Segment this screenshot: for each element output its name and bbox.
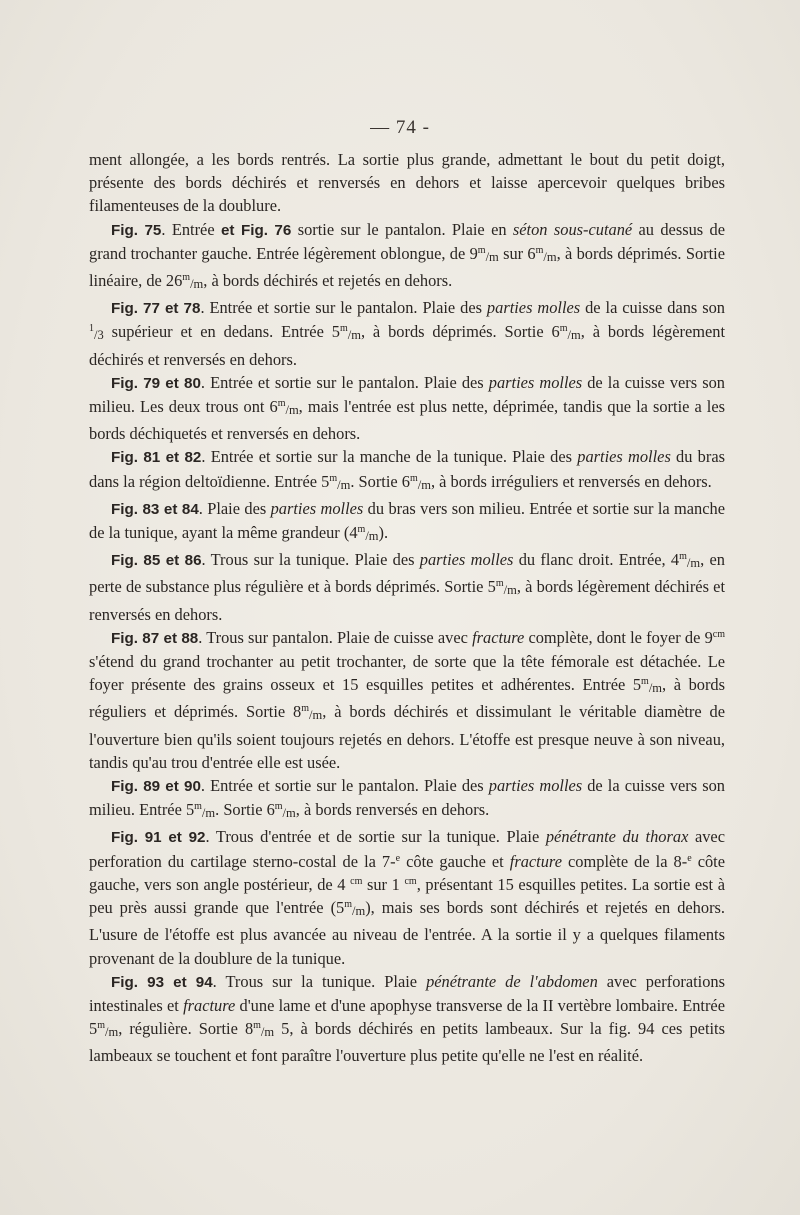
- paragraph: [89, 218, 725, 297]
- italic-term: parties molles: [488, 776, 583, 796]
- superscript: cm: [350, 875, 363, 887]
- italic-term: parties molles: [270, 498, 364, 518]
- unit-fraction: /m: [686, 556, 701, 571]
- text-span: . Trous sur la tunique. Plaie: [212, 971, 427, 991]
- text-span: , en perte de substance plus régulière et à bords déprimés. Sortie 5: [89, 550, 725, 597]
- text-span: du flanc droit. Entrée, 4: [513, 550, 680, 570]
- text-span: . Entrée: [161, 219, 221, 239]
- text-span: , mais l'entrée est plus nette, déprimée, tandis que la sortie a les bords déchiquetés et renversés en dehors.: [89, 397, 725, 444]
- italic-term: fracture: [472, 627, 525, 647]
- superscript: m: [344, 899, 353, 911]
- italic-term: parties molles: [486, 298, 581, 318]
- text-span: . Plaie des: [198, 498, 271, 518]
- unit-fraction: /m: [365, 529, 379, 544]
- text-span: ).: [378, 523, 389, 543]
- unit-fraction: /m: [309, 708, 323, 723]
- text-span: de la cuisse vers son milieu. Les deux trous ont 6: [89, 372, 725, 417]
- paragraph: [89, 774, 725, 825]
- text-span: du bras dans la région deltoïdienne. Entrée 5: [89, 447, 725, 491]
- superscript: m: [357, 524, 366, 536]
- text-span: , présentant 15 esquilles petites. La sortie est à peu près aussi grande que l'entrée (5: [89, 874, 725, 918]
- superscript: m: [182, 272, 191, 284]
- unit-fraction: /3: [94, 328, 104, 343]
- text-span: d'une lame et d'une apophyse transverse de la II vertèbre lombaire. Entrée 5: [89, 995, 725, 1039]
- italic-term: pénétrante du thorax: [545, 827, 689, 847]
- unit-fraction: /m: [347, 328, 361, 343]
- unit-fraction: /m: [201, 806, 216, 821]
- paragraph: [89, 445, 725, 496]
- text-span: , à bords légèrement déchirés et renversés en dehors.: [89, 577, 725, 624]
- figure-reference: Fig. 93 et 94: [111, 973, 213, 991]
- text-span: , à bords réguliers et déprimés. Sortie 8: [89, 675, 725, 722]
- text-span: de la cuisse vers son milieu. Entrée 5: [89, 776, 725, 820]
- figure-reference: Fig. 87 et 88: [111, 629, 199, 647]
- paragraph: [89, 626, 725, 774]
- text-span: , à bords irréguliers et renversés en dehors.: [430, 471, 712, 491]
- superscript: m: [277, 398, 286, 410]
- text-span: avec perforation du cartilage sterno-costal de la 7-: [89, 827, 725, 871]
- superscript: m: [97, 1020, 105, 1032]
- italic-term: fracture: [183, 995, 236, 1015]
- text-span: , à bords légèrement déchirés et renversés en dehors.: [89, 322, 725, 369]
- figure-reference: Fig. 83 et 84: [111, 500, 199, 518]
- body-text: [89, 148, 725, 1068]
- unit-fraction: /m: [485, 249, 499, 264]
- paragraph: [89, 296, 725, 371]
- text-span: . Trous sur pantalon. Plaie de cuisse avec: [198, 627, 473, 647]
- text-span: 5, à bords déchirés en petits lambeaux. Sur la fig. 94 ces petits lambeaux se touchent et font paraître l'ouverture plus petite qu'elle ne l'est en réalité.: [89, 1019, 725, 1066]
- text-span: ment allongée, a les bords rentrés. La sortie plus grande, admettant le bout du petit doigt, présente des bords déchirés et renversés en dehors et laisse apercevoir quelques bribes filamenteuses de la doublure.: [89, 150, 725, 216]
- unit-fraction: /m: [190, 277, 204, 292]
- figure-reference: Fig. 75: [111, 221, 162, 239]
- italic-term: parties molles: [419, 550, 514, 570]
- figure-reference: Fig. 81 et 82: [111, 449, 202, 467]
- text-span: s'étend du grand trochanter au petit trochanter, de sorte que la tête fémorale est détachée. Le foyer présente des grains osseux et 15 esquilles petites et adhérentes. Entrée 5: [89, 652, 725, 695]
- superscript: m: [329, 472, 338, 484]
- superscript: cm: [404, 875, 417, 887]
- page-number: — 74 -: [370, 117, 430, 138]
- superscript: 1: [89, 323, 94, 335]
- text-span: , à bords déprimés. Sortie linéaire, de 26: [89, 243, 725, 291]
- paragraph: [89, 497, 725, 548]
- unit-fraction: /m: [260, 1025, 275, 1040]
- superscript: m: [301, 703, 310, 715]
- superscript: m: [495, 578, 504, 590]
- superscript: m: [339, 323, 348, 335]
- unit-fraction: /m: [104, 1025, 119, 1040]
- text-span: au dessus de grand trochanter gauche. Entrée légèrement oblongue, de 9: [89, 219, 725, 263]
- text-span: . Entrée et sortie sur le pantalon. Plaie des: [200, 372, 489, 392]
- text-span: , régulière. Sortie 8: [118, 1019, 254, 1039]
- figure-reference: Fig. 79 et 80: [111, 374, 201, 392]
- unit-fraction: /m: [567, 328, 581, 343]
- text-span: côte gauche et: [400, 851, 510, 871]
- superscript: e: [687, 852, 692, 864]
- unit-fraction: /m: [503, 583, 517, 598]
- text-span: . Entrée et sortie sur la manche de la tunique. Plaie des: [201, 447, 578, 467]
- paragraph: [89, 148, 725, 218]
- unit-fraction: /m: [285, 403, 299, 418]
- unit-fraction: /m: [352, 904, 366, 919]
- text-span: du bras vers son milieu. Entrée et sortie sur la manche de la tunique, ayant la même grandeur (4: [89, 498, 725, 543]
- text-span: supérieur et en dedans. Entrée 5: [103, 322, 340, 342]
- unit-fraction: /m: [543, 249, 557, 264]
- text-span: , à bords déchirés et dissimulant le véritable diamètre de l'ouverture bien qu'ils soient toujours rejetés en dehors. L'étoffe est presque neuve à son niveau, tandis qu'au trou d'entrée elle est usée.: [89, 702, 725, 772]
- text-span: ), mais ses bords sont déchirés et rejetés en dehors. L'usure de l'étoffe est plus avancée au niveau de l'entrée. A la sortie il y a quelques filaments provenant de la doublure de la tunique.: [89, 898, 726, 968]
- superscript: m: [274, 801, 283, 813]
- italic-term: séton sous-cutané: [512, 219, 633, 239]
- superscript: e: [395, 852, 401, 864]
- superscript: m: [194, 801, 202, 813]
- unit-fraction: /m: [282, 806, 296, 821]
- text-span: . Entrée et sortie sur le pantalon. Plaie des: [200, 776, 489, 796]
- figure-reference: Fig. 89 et 90: [111, 778, 201, 796]
- italic-term: parties molles: [577, 447, 671, 467]
- superscript: m: [641, 676, 649, 688]
- text-span: , à bords déchirés et rejetés en dehors.: [203, 271, 453, 291]
- superscript: m: [679, 551, 687, 563]
- text-span: . Trous d'entrée et de sortie sur la tunique. Plaie: [205, 827, 546, 847]
- paragraph: [89, 371, 725, 446]
- italic-term: pénétrante de l'abdomen: [426, 971, 598, 991]
- italic-term: parties molles: [488, 372, 583, 392]
- unit-fraction: /m: [417, 477, 431, 492]
- figure-reference: Fig. 85 et 86: [111, 552, 202, 570]
- paragraph: [89, 970, 725, 1068]
- superscript: m: [535, 244, 544, 256]
- unit-fraction: /m: [648, 681, 663, 696]
- figure-reference: Fig. 77 et 78: [111, 300, 201, 318]
- text-span: , à bords renversés en dehors.: [295, 800, 490, 820]
- text-span: , à bords déprimés. Sortie 6: [360, 322, 560, 342]
- text-span: . Entrée et sortie sur le pantalon. Plaie des: [200, 298, 487, 318]
- text-span: de la cuisse dans son: [580, 298, 725, 318]
- text-span: sortie sur le pantalon. Plaie en: [291, 219, 513, 239]
- text-span: sur 1: [362, 874, 405, 894]
- superscript: m: [477, 244, 486, 256]
- paragraph: [89, 825, 725, 969]
- paragraph: [89, 548, 725, 626]
- italic-term: fracture: [509, 851, 562, 871]
- text-span: avec perforations intestinales et: [89, 971, 725, 1015]
- text-span: côte gauche, vers son angle postérieur, de 4: [89, 851, 726, 894]
- superscript: cm: [712, 628, 725, 640]
- text-span: . Sortie 6: [215, 800, 275, 820]
- text-span: . Sortie 6: [350, 471, 410, 491]
- superscript: m: [253, 1020, 261, 1032]
- text-span: . Trous sur la tunique. Plaie des: [201, 550, 420, 570]
- superscript: m: [409, 472, 418, 484]
- text-span: sur 6: [498, 243, 536, 263]
- unit-fraction: /m: [337, 477, 351, 492]
- figure-reference: et Fig. 76: [220, 221, 292, 239]
- superscript: m: [559, 323, 568, 335]
- text-span: complète, dont le foyer de 9: [524, 627, 713, 647]
- figure-reference: Fig. 91 et 92: [111, 829, 206, 847]
- text-span: complète de la 8-: [561, 851, 688, 871]
